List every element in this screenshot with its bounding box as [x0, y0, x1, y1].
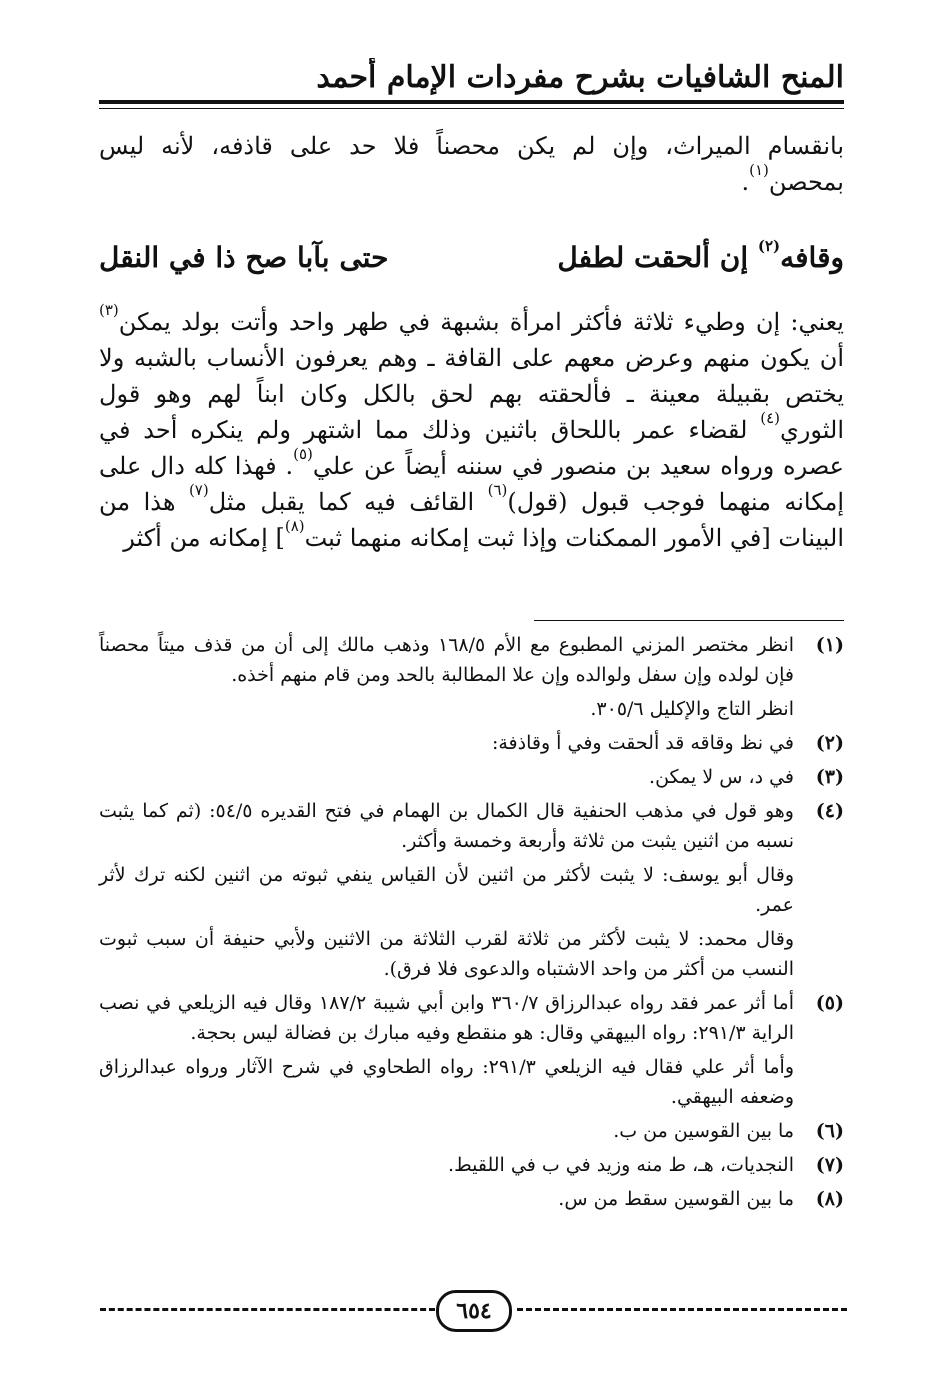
paragraph-2-seg-5: القائف فيه كما يقبل مثل: [208, 488, 488, 516]
paragraph-2-seg-7: ] إمكانه من أكثر: [123, 524, 285, 552]
footnote-text: وقال أبو يوسف: لا يثبت لأكثر من اثنين لأن القياس ينفي ثبوته من اثنين لكنه ترك لأثر عمر.: [99, 864, 794, 916]
paragraph-1-end: .: [741, 168, 750, 196]
footnote-ref-5[interactable]: (٥): [293, 445, 313, 463]
header-rule-thin: [99, 108, 844, 109]
footnote-ref-3[interactable]: (٣): [99, 301, 119, 319]
footnote-1: [99, 630, 844, 728]
footnote-number: (٦): [815, 1120, 844, 1142]
footnote-text: في د، س لا يمكن.: [649, 766, 794, 788]
footnote-6: [99, 1116, 844, 1150]
footer-dashed-line-right: [517, 1308, 847, 1311]
footnote-text: انظر مختصر المزني المطبوع مع الأم ١٦٨/٥ وذهب مالك إلى أن من قذف ميتاً محصناً فإن لولده وإن سفل ولوالده وإن علا المطالبة بالحد ومن قام منهم أخذه.: [99, 634, 794, 686]
footnote-separator: [534, 620, 844, 621]
footnote-ref-6[interactable]: (٦): [487, 481, 508, 499]
footnote-text: انظر التاج والإكليل ٣٠٥/٦.: [590, 698, 794, 720]
footnote-number: (٥): [815, 992, 844, 1014]
verse-second-hemistich: حتى بآبا صح ذا في النقل: [99, 241, 389, 274]
paragraph-1: [99, 128, 844, 200]
footnote-ref-1[interactable]: (١): [749, 161, 769, 179]
paragraph-2-seg-1: يعني: إن وطيء ثلاثة فأكثر امرأة بشبهة في طهر واحد وأتت بولد يمكن: [118, 308, 844, 336]
verse-first-hemistich: [557, 238, 844, 278]
paragraph-2-seg-2: أن يكون منهم وعرض معهم على القافة ـ وهم يعرفون الأنساب بالشبه ولا يختص بقبيلة معينة ـ فألحقته بهم لحق بالكل وكان ابناً لهم وهو قول الثوري: [99, 344, 844, 444]
footnote-3: [99, 762, 844, 796]
paragraph-1-text: بانقسام الميراث، وإن لم يكن محصناً فلا حد على قاذفه، لأنه ليس بمحصن: [99, 132, 844, 196]
header-rule-thick: [99, 100, 844, 104]
footnote-text: أما أثر عمر فقد رواه عبدالرزاق ٣٦٠/٧ وابن أبي شيبة ١٨٧/٢ وقال فيه الزيلعي في نصب الراية ٢٩١/٣: رواه البيهقي وقال: هو منقطع وفيه مبارك بن فضالة ليس بحجة.: [99, 992, 794, 1044]
footnote-number: (٢): [815, 732, 844, 754]
footnote-7: [99, 1150, 844, 1184]
footnote-2: [99, 728, 844, 762]
paragraph-2-seg-3: لقضاء عمر باللحاق باثنين وذلك مما اشتهر ولم ينكره أحد في عصره ورواه سعيد بن منصور في سننه أيضاً عن علي: [99, 416, 844, 480]
footnote-number: (٨): [815, 1188, 844, 1210]
paragraph-2-seg-4: . فهذا كله دال على إمكانه منهما فوجب قبول (قول): [99, 452, 845, 516]
footnote-text: وهو قول في مذهب الحنفية قال الكمال بن الهمام في فتح القديره ٥٤/٥: (ثم كما يثبت نسبه من اثنين يثبت من ثلاثة وأربعة وخمسة وأكثر.: [99, 800, 794, 852]
footnote-ref-7[interactable]: (٧): [188, 481, 209, 499]
verse-first-text: إن ألحقت لطفل: [557, 241, 758, 274]
footnote-text: ما بين القوسين من ب.: [613, 1120, 794, 1142]
footer-dashed-line-left: [100, 1308, 435, 1311]
footnote-number: (١): [815, 634, 844, 656]
poem-verse: [99, 238, 844, 278]
footnote-8: [99, 1184, 844, 1218]
page-header-title: المنح الشافيات بشرح مفردات الإمام أحمد: [316, 60, 844, 95]
footnote-text: في نظ وقاقه قد ألحقت وفي أ وقاذفة:: [491, 732, 794, 754]
footnote-text: ما بين القوسين سقط من س.: [558, 1188, 794, 1210]
footnote-number: (٧): [815, 1154, 844, 1176]
footnote-text: وأما أثر علي فقال فيه الزيلعي ٢٩١/٣: رواه الطحاوي في شرح الآثار ورواه عبدالرزاق وضعفه البيهقي.: [99, 1056, 794, 1108]
footnote-4: [99, 796, 844, 988]
footnote-ref-8[interactable]: (٨): [284, 517, 305, 535]
footnote-number: (٣): [815, 766, 844, 788]
footnotes-section: [99, 630, 844, 1218]
footnote-number: (٤): [815, 800, 844, 822]
footnote-ref-4[interactable]: (٤): [760, 409, 780, 427]
footnote-5: [99, 988, 844, 1116]
footnote-text: وقال محمد: لا يثبت لأكثر من ثلاثة لقرب الثلاثة من الاثنين ولأبي حنيفة أن سبب ثبوت النسب من أكثر من واحد الاشتباه والدعوى فلا فرق).: [99, 928, 794, 980]
verse-lead: وقافه: [780, 241, 844, 274]
paragraph-2: [99, 301, 845, 556]
paragraph-2-seg-6: هذا من البينات [في الأمور الممكنات وإذا ثبت إمكانه منهما ثبت: [99, 488, 844, 552]
footnote-ref-2[interactable]: (٢): [757, 236, 781, 255]
footnote-text: النجديات، هـ، ط منه وزيد في ب في اللقيط.: [448, 1154, 794, 1176]
page-number: ٦٥٤: [436, 1290, 512, 1332]
